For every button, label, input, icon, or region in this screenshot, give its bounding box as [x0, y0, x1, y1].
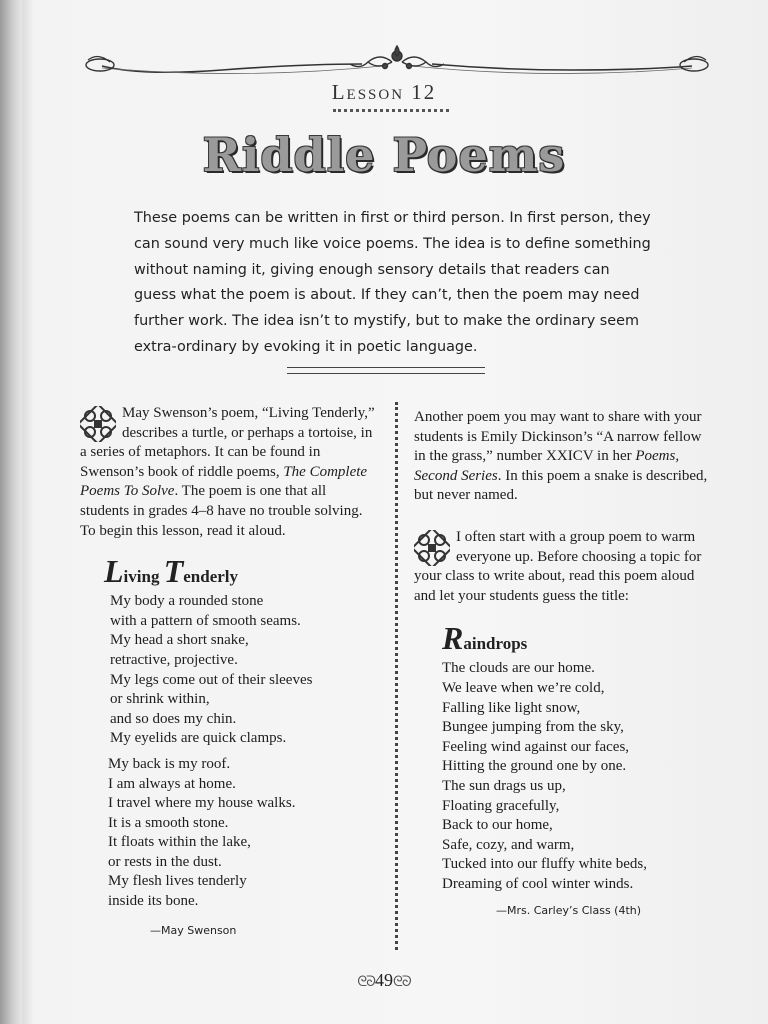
poem-attribution: —May Swenson — [150, 923, 237, 937]
poem-line: Falling like light snow, — [442, 699, 581, 716]
poem-line: My head a short snake, — [110, 632, 249, 649]
poem-line: Hitting the ground one by one. — [442, 758, 627, 775]
poem-line: I travel where my house walks. — [108, 795, 296, 812]
poem-line: We leave when we’re cold, — [442, 679, 605, 696]
flourish-left-icon: ᘓᘐ — [357, 975, 375, 990]
celtic-knot-icon — [414, 530, 450, 566]
poem-title-raindrops: Raindrops — [442, 620, 528, 657]
book-title: Poems, Second Series — [414, 448, 680, 484]
poem-line: inside its bone. — [108, 893, 199, 910]
poem-line: My body a rounded stone — [110, 593, 264, 610]
poem-line: and so does my chin. — [110, 710, 237, 727]
poem-line: My eyelids are quick clamps. — [110, 730, 287, 747]
poem-title-living-tenderly: Living Tenderly — [104, 553, 239, 590]
poem-stanza-1 — [110, 592, 376, 749]
poem-line: The clouds are our home. — [442, 660, 595, 677]
group-poem-paragraph: I often start with a group poem to warm everyone up. Before choosing a topic for your class to write about, read this poem aloud and let your students guess the title: — [414, 528, 702, 604]
page-title: Riddle Poems — [202, 128, 566, 182]
intro-paragraph: These poems can be written in first or third person. In first person, they can sound very much like voice poems. The idea is to define something without naming it, giving enough sensory details that readers can guess what the poem is about. If they can’t, then the poem may need further work. The idea isn’t to mystify, but to make the ordinary seem extra-ordinary by evoking it in poetic language. — [134, 210, 651, 355]
poem-line: My back is my roof. — [108, 755, 231, 772]
poem-line: retractive, projective. — [110, 651, 238, 668]
poem-line: The sun drags us up, — [442, 777, 566, 794]
column-divider — [395, 402, 398, 950]
page-number: ᘓᘐ49ᘓᘐ — [357, 970, 411, 990]
dickinson-paragraph: Another poem you may want to share with your students is Emily Dickinson’s “A narrow fellow in the grass,” number XXICV in her Poems, Second Series. In this poem a snake is described, but never named. — [414, 409, 708, 504]
flourish-right-icon: ᘓᘐ — [393, 975, 411, 990]
poem-line: Bungee jumping from the sky, — [442, 719, 624, 736]
poem-line: Feeling wind against our faces, — [442, 738, 630, 755]
poem-attribution: —Mrs. Carley’s Class (4th) — [496, 904, 642, 918]
swenson-intro-paragraph: May Swenson’s poem, “Living Tenderly,” describes a turtle, or perhaps a tortoise, in a series of metaphors. It can be found in Swenson’s book of riddle poems, The Complete Poems To Solve. The poem is one that all students in grades 4–8 have no trouble solving. To begin this lesson, read it aloud. — [80, 405, 375, 539]
poem-line: or shrink within, — [110, 691, 210, 708]
section-divider-top — [287, 367, 485, 368]
poem-line: My flesh lives tenderly — [108, 873, 247, 890]
book-title: The Complete Poems To Solve — [80, 463, 368, 500]
poem-raindrops — [442, 659, 708, 894]
lesson-label: Lesson 12 — [331, 80, 437, 104]
poem-line: Back to our home, — [442, 817, 553, 834]
poem-line: It is a smooth stone. — [108, 814, 229, 831]
poem-line: Floating gracefully, — [442, 797, 560, 814]
poem-stanza-2 — [108, 755, 376, 912]
celtic-knot-icon — [80, 406, 116, 442]
right-column — [414, 408, 708, 917]
poem-line: Safe, cozy, and warm, — [442, 836, 575, 853]
section-divider-bottom — [287, 373, 485, 374]
poem-line: I am always at home. — [108, 775, 236, 792]
poem-line: with a pattern of smooth seams. — [110, 612, 301, 629]
poem-line: It floats within the lake, — [108, 834, 251, 851]
lesson-underline-dots — [333, 109, 449, 115]
left-column — [80, 404, 376, 937]
poem-line: Tucked into our fluffy white beds, — [442, 856, 647, 873]
poem-line: or rests in the dust. — [108, 853, 222, 870]
poem-line: Dreaming of cool winter winds. — [442, 875, 634, 892]
poem-line: My legs come out of their sleeves — [110, 671, 313, 688]
